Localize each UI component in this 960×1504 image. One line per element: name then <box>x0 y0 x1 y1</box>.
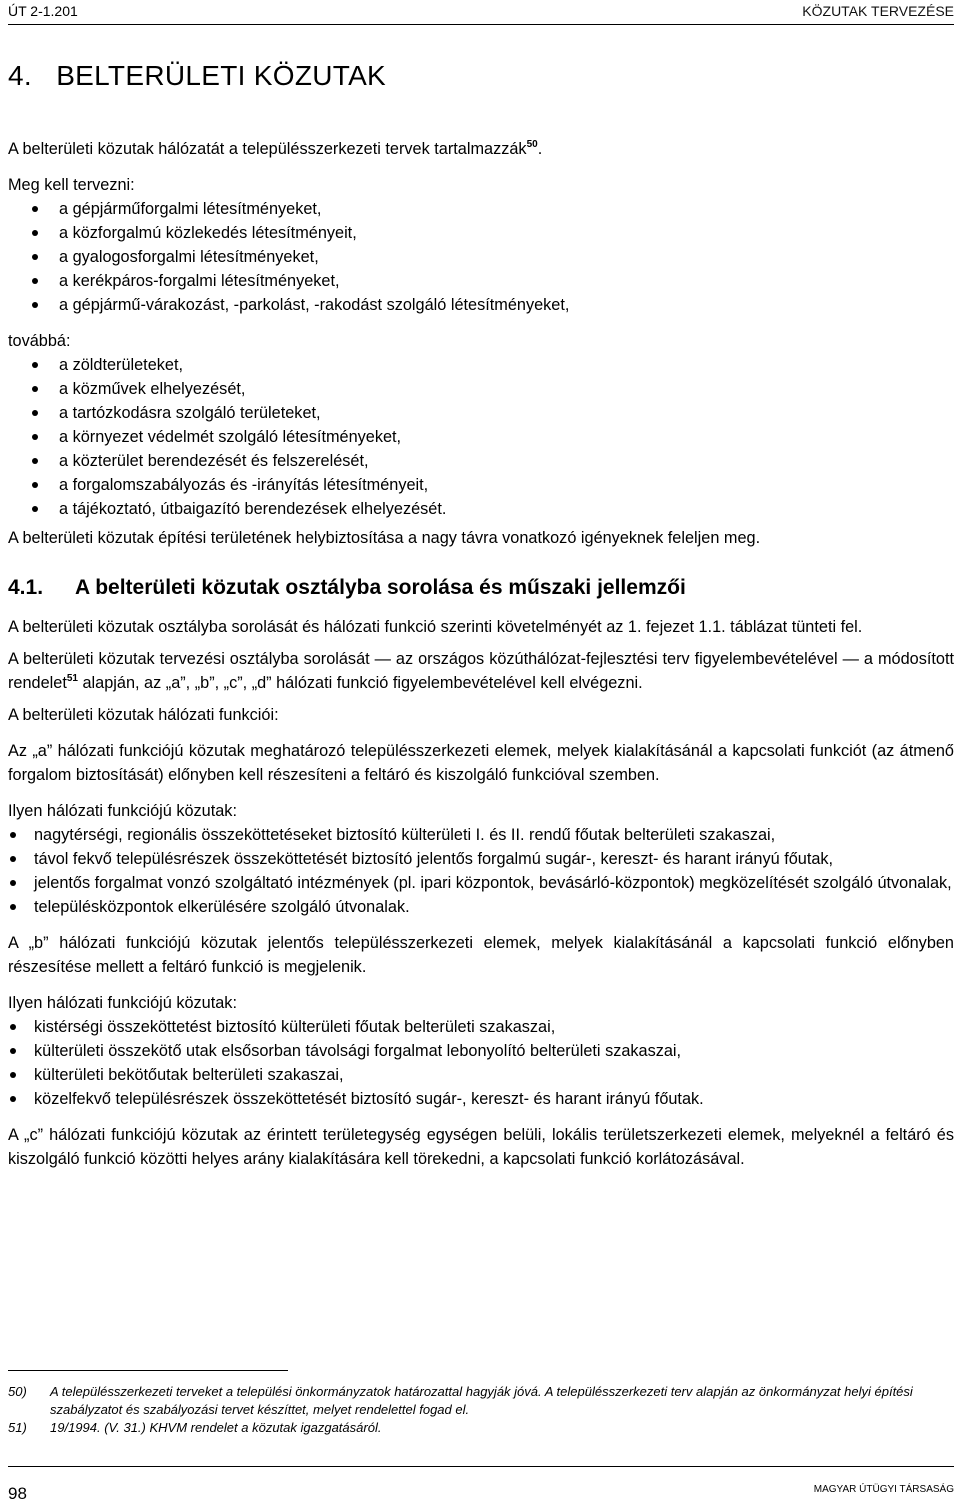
list-item: külterületi összekötő utak elsősorban távolsági forgalmat lebonyolító belterületi szakaszai, <box>8 1039 954 1063</box>
list-item: a környezet védelmét szolgáló létesítményeket, <box>8 425 954 449</box>
list-item: nagytérségi, regionális összeköttetéseket biztosító külterületi I. és II. rendű főutak belterületi szakaszai, <box>8 823 954 847</box>
list-item: a kerékpáros-forgalmi létesítményeket, <box>8 269 954 293</box>
list-item: a forgalomszabályozás és -irányítás létesítményeit, <box>8 473 954 497</box>
footnote-ref-50: 50 <box>526 139 538 150</box>
page-number: 98 <box>8 1484 27 1503</box>
list-item: a közterület berendezését és felszerelését, <box>8 449 954 473</box>
list-item: közelfekvő településrészek összeköttetését biztosító sugár-, kereszt- és harant irányú főutak. <box>8 1087 954 1111</box>
paragraph-part: A belterületi közutak tervezési osztályba sorolását — az országos közúthálózat-fejlesztési terv figyelembevételével — a módosított rendelet <box>8 650 954 692</box>
running-header <box>8 3 954 25</box>
paragraph: A belterületi közutak építési területének helybiztosítása a nagy távra vonatkozó igényeknek feleljen meg. <box>8 529 761 547</box>
document-page <box>8 0 954 1504</box>
list-item: a zöldterületeket, <box>8 353 954 377</box>
function-a-list <box>8 823 954 919</box>
footnote-number: 51) <box>8 1420 27 1435</box>
paragraph: A „c” hálózati funkciójú közutak az érintett területegység egységen belüli, lokális területszerkezeti elemek, melyeknél a feltáró és kiszolgáló funkció közötti helyes arány kialakítására kell törekedni, a kapcsolati funkció korlátozásával. <box>8 1126 954 1168</box>
list-item: a gépjármű-várakozást, -parkolást, -rakodást szolgáló létesítményeket, <box>8 293 954 317</box>
list-item: a közforgalmú közlekedés létesítményeit, <box>8 221 954 245</box>
function-b-list <box>8 1015 954 1111</box>
list-item: településközpontok elkerülésére szolgáló útvonalak. <box>8 895 954 919</box>
list-item: a tartózkodásra szolgáló területeket, <box>8 401 954 425</box>
intro-text: A belterületi közutak hálózatát a településszerkezeti tervek tartalmazzák <box>8 140 527 158</box>
list-item: a gépjárműforgalmi létesítményeket, <box>8 197 954 221</box>
footnote-ref-51: 51 <box>66 673 78 684</box>
footer-publisher: MAGYAR ÚTÜGYI TÁRSASÁG <box>813 1484 954 1495</box>
footnote-rule <box>8 1370 288 1371</box>
paragraph-part: alapján, az „a”, „b”, „c”, „d” hálózati funkció figyelembevételével kell elvégezni. <box>77 674 643 692</box>
list-item: külterületi bekötőutak belterületi szakaszai, <box>8 1063 954 1087</box>
section-title: A belterületi közutak osztályba sorolása és műszaki jellemzői <box>75 576 686 599</box>
paragraph: Az „a” hálózati funkciójú közutak meghatározó településszerkezeti elemek, melyek kialakításánál a kapcsolati funkciót (az átmenő forgalom biztosítását) előnyben kell részesíteni a feltáró és kiszolgáló funkcióval szemben. <box>8 742 954 784</box>
footnote-number: 50) <box>8 1384 27 1399</box>
list-item: a közművek elhelyezését, <box>8 377 954 401</box>
further-label: továbbá: <box>8 332 71 350</box>
plan-label: Meg kell tervezni: <box>8 176 135 194</box>
list-item: távol fekvő településrészek összeköttetését biztosító jelentős forgalmú sugár-, kereszt- és harant irányú főutak, <box>8 847 954 871</box>
list-item: jelentős forgalmat vonzó szolgáltató intézmények (pl. ipari központok, bevásárló-központok) megközelítését szolgáló útvonalak, <box>8 871 954 895</box>
footer-rule <box>8 1466 954 1467</box>
header-rule <box>8 24 954 25</box>
plan-list <box>8 197 954 317</box>
section-heading <box>8 574 954 602</box>
intro-tail: . <box>537 140 543 158</box>
footnote <box>8 1419 954 1437</box>
list-label: Ilyen hálózati funkciójú közutak: <box>8 802 237 820</box>
paragraph: A „b” hálózati funkciójú közutak jelentős településszerkezeti elemek, melyek kialakításánál a kapcsolati funkció előnyben részesítése mellett a feltáró funkció is megjelenik. <box>8 934 954 976</box>
footnote-text: 19/1994. (V. 31.) KHVM rendelet a közutak igazgatásáról. <box>50 1420 382 1435</box>
list-label: Ilyen hálózati funkciójú közutak: <box>8 994 237 1012</box>
footnotes <box>8 1383 954 1437</box>
footnote <box>8 1383 954 1419</box>
body-text <box>8 137 954 1171</box>
paragraph: A belterületi közutak hálózati funkciói: <box>8 706 279 724</box>
list-item: a tájékoztató, útbaigazító berendezések elhelyezését. <box>8 497 954 521</box>
section-number: 4.1. <box>8 576 44 599</box>
further-list <box>8 353 954 521</box>
list-item: kistérségi összeköttetést biztosító külterületi főutak belterületi szakaszai, <box>8 1015 954 1039</box>
intro-paragraph <box>8 137 954 161</box>
footnote-text: A településszerkezeti terveket a települési önkormányzatok határozattal hagyják jóvá. A településszerkezeti terv alapján az önkormányzat helyi építési szabályzatot és szabályozási tervet készíttet, melyet rendelettel fogad el. <box>50 1384 913 1417</box>
paragraph: A belterületi közutak osztályba sorolását és hálózati funkció szerinti követelményét az 1. fejezet 1.1. táblázat tünteti fel. <box>8 618 863 636</box>
list-item: a gyalogosforgalmi létesítményeket, <box>8 245 954 269</box>
header-left: ÚT 2-1.201 <box>8 3 78 19</box>
paragraph <box>8 647 954 695</box>
header-right: KÖZUTAK TERVEZÉSE <box>802 3 954 19</box>
chapter-heading: 4. BELTERÜLETI KÖZUTAK <box>8 60 387 91</box>
